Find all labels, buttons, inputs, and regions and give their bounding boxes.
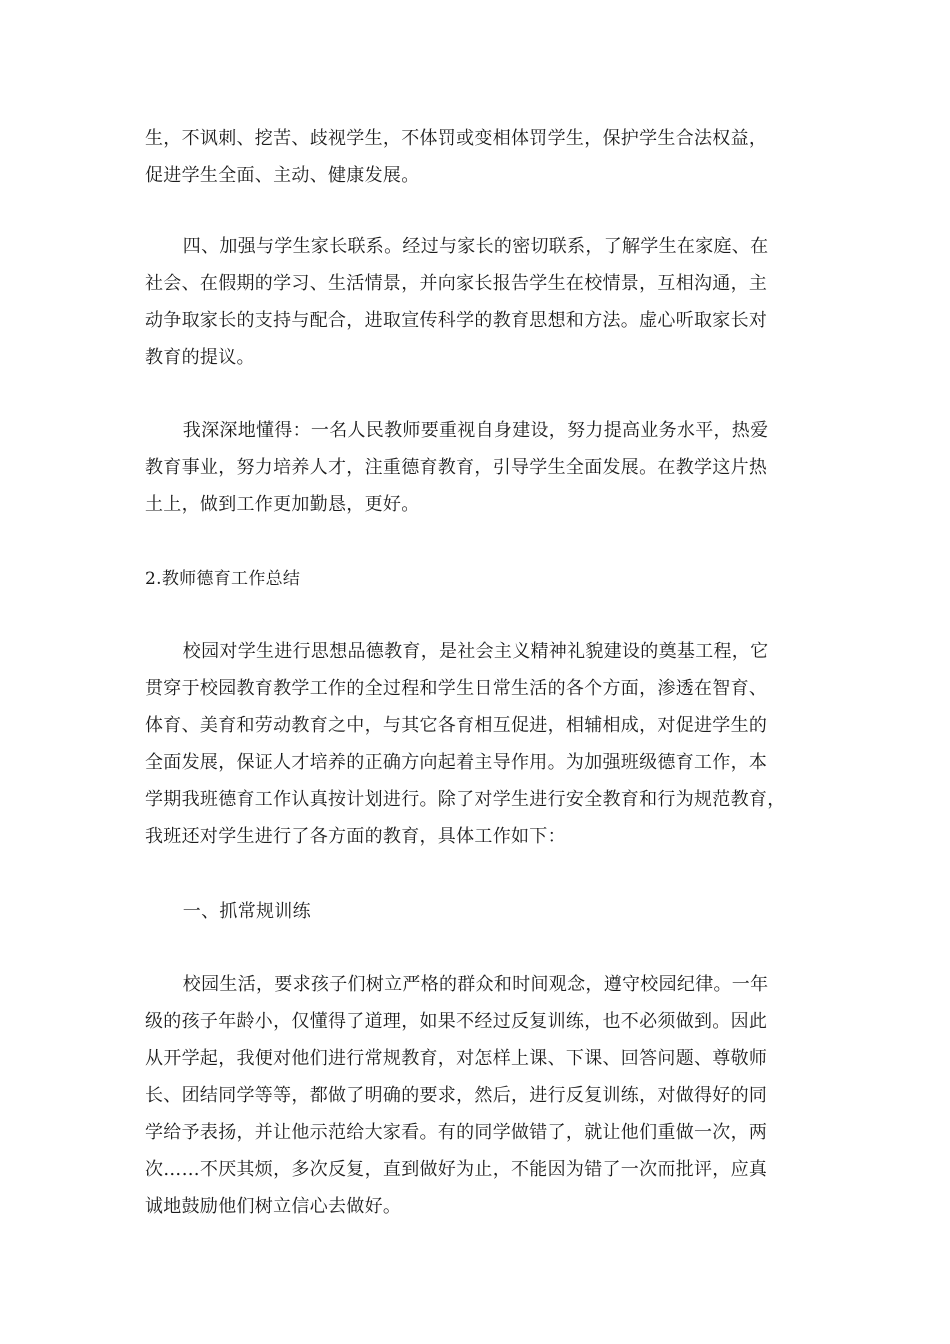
paragraph-continuation: 生，不讽刺、挖苦、歧视学生，不体罚或变相体罚学生，保护学生合法权益， 促进学生全面、主动、健康发展。 (145, 128, 768, 186)
paragraph-moral-education: 校园对学生进行思想品德教育，是社会主义精神礼貌建设的奠基工程，它 贯穿于校园教育教学工作的全过程和学生日常生活的各个方面，渗透在智育、 体育、美育和劳动教育之中，与其它各育相互促进，相辅相成，对促进学生的 全面发展，保证人才培养的正确方向起着主导作用。为加强班级德育工作，本 学期我班德育工作认真按计划进行。除了对学生进行安全教育和行为规范教育， 我班还对学生进行了各方面的教育，具体工作如下： (145, 641, 786, 847)
paragraph-parent-contact: 四、加强与学生家长联系。经过与家长的密切联系，了解学生在家庭、在 社会、在假期的学习、生活情景，并向家长报告学生在校情景，互相沟通，主 动争取家长的支持与配合，进取宣传科学的教育思想和方法。虚心听取家长对 教育的提议。 (145, 236, 769, 368)
paragraph-reflection: 我深深地懂得：一名人民教师要重视自身建设，努力提高业务水平，热爱 教育事业，努力培养人才，注重德育教育，引导学生全面发展。在教学这片热 土上，做到工作更加勤恳，更好。 (145, 420, 769, 515)
subheading-routine-training: 一、抓常规训练 (182, 901, 311, 922)
paragraph-school-life: 校园生活，要求孩子们树立严格的群众和时间观念，遵守校园纪律。一年 级的孩子年龄小，仅懂得了道理，如果不经过反复训练，也不必须做到。因此 从开学起，我便对他们进行常规教育，对怎样上课、下课、回答问题、尊敬师 长、团结同学等等，都做了明确的要求，然后，进行反复训练，对做得好的同 学给予表扬，并让他示范给大家看。有的同学做错了，就让他们重做一次，两 次……不厌其烦，多次反复，直到做好为止，不能因为错了一次而批评，应真 诚地鼓励他们树立信心去做好。 (145, 974, 769, 1217)
section-heading: 2.教师德育工作总结 (145, 569, 301, 589)
